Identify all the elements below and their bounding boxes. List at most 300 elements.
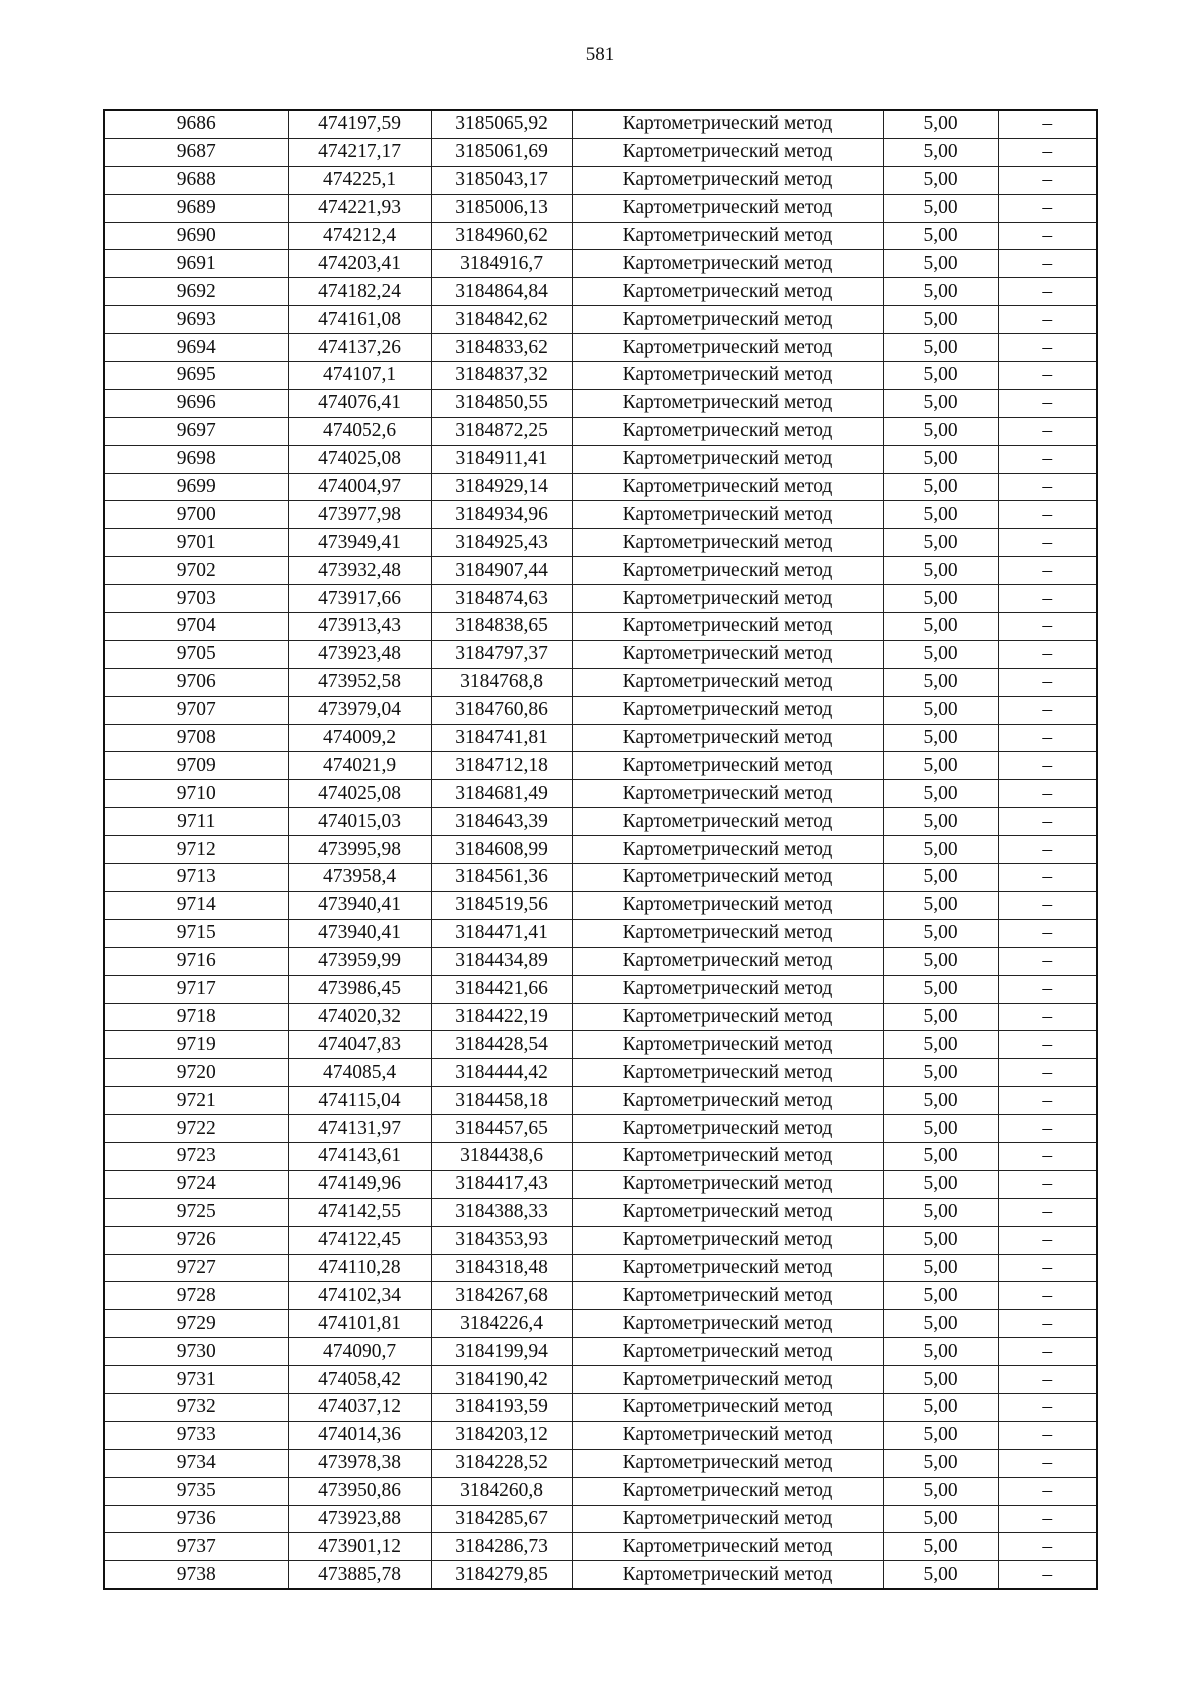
- point-number-cell: 9717: [104, 975, 288, 1003]
- y-coordinate-cell: 3184833,62: [431, 334, 572, 362]
- table-row: [104, 138, 1097, 166]
- note-cell: –: [998, 529, 1097, 557]
- y-coordinate-cell: 3184285,67: [431, 1505, 572, 1533]
- x-coordinate-cell: 473923,88: [288, 1505, 431, 1533]
- x-coordinate-cell: 474137,26: [288, 334, 431, 362]
- x-coordinate-cell: 474110,28: [288, 1254, 431, 1282]
- method-cell: Картометрический метод: [572, 919, 883, 947]
- note-cell: –: [998, 1087, 1097, 1115]
- table-row: [104, 1031, 1097, 1059]
- point-number-cell: 9736: [104, 1505, 288, 1533]
- accuracy-cell: 5,00: [883, 1282, 998, 1310]
- note-cell: –: [998, 1282, 1097, 1310]
- accuracy-cell: 5,00: [883, 836, 998, 864]
- table-row: [104, 1338, 1097, 1366]
- accuracy-cell: 5,00: [883, 1059, 998, 1087]
- point-number-cell: 9691: [104, 250, 288, 278]
- table-row: [104, 110, 1097, 138]
- table-row: [104, 1421, 1097, 1449]
- accuracy-cell: 5,00: [883, 724, 998, 752]
- x-coordinate-cell: 474107,1: [288, 362, 431, 390]
- point-number-cell: 9711: [104, 808, 288, 836]
- method-cell: Картометрический метод: [572, 501, 883, 529]
- note-cell: –: [998, 780, 1097, 808]
- x-coordinate-cell: 473923,48: [288, 640, 431, 668]
- y-coordinate-cell: 3185043,17: [431, 166, 572, 194]
- y-coordinate-cell: 3184907,44: [431, 557, 572, 585]
- y-coordinate-cell: 3184199,94: [431, 1338, 572, 1366]
- point-number-cell: 9692: [104, 278, 288, 306]
- y-coordinate-cell: 3184916,7: [431, 250, 572, 278]
- x-coordinate-cell: 473986,45: [288, 975, 431, 1003]
- point-number-cell: 9693: [104, 306, 288, 334]
- y-coordinate-cell: 3184608,99: [431, 836, 572, 864]
- x-coordinate-cell: 474052,6: [288, 417, 431, 445]
- table-row: [104, 1226, 1097, 1254]
- method-cell: Картометрический метод: [572, 640, 883, 668]
- x-coordinate-cell: 473932,48: [288, 557, 431, 585]
- x-coordinate-cell: 474021,9: [288, 752, 431, 780]
- x-coordinate-cell: 474143,61: [288, 1142, 431, 1170]
- point-number-cell: 9704: [104, 613, 288, 641]
- x-coordinate-cell: 473959,99: [288, 947, 431, 975]
- note-cell: –: [998, 1505, 1097, 1533]
- note-cell: –: [998, 640, 1097, 668]
- method-cell: Картометрический метод: [572, 1366, 883, 1394]
- x-coordinate-cell: 474058,42: [288, 1366, 431, 1394]
- point-number-cell: 9697: [104, 417, 288, 445]
- note-cell: –: [998, 1254, 1097, 1282]
- table-row: [104, 1310, 1097, 1338]
- y-coordinate-cell: 3184318,48: [431, 1254, 572, 1282]
- method-cell: Картометрический метод: [572, 278, 883, 306]
- point-number-cell: 9706: [104, 668, 288, 696]
- method-cell: Картометрический метод: [572, 557, 883, 585]
- point-number-cell: 9732: [104, 1393, 288, 1421]
- x-coordinate-cell: 474015,03: [288, 808, 431, 836]
- method-cell: Картометрический метод: [572, 780, 883, 808]
- y-coordinate-cell: 3184760,86: [431, 696, 572, 724]
- point-number-cell: 9727: [104, 1254, 288, 1282]
- point-number-cell: 9703: [104, 585, 288, 613]
- method-cell: Картометрический метод: [572, 334, 883, 362]
- x-coordinate-cell: 474115,04: [288, 1087, 431, 1115]
- method-cell: Картометрический метод: [572, 752, 883, 780]
- point-number-cell: 9700: [104, 501, 288, 529]
- accuracy-cell: 5,00: [883, 1449, 998, 1477]
- table-row: [104, 529, 1097, 557]
- x-coordinate-cell: 473917,66: [288, 585, 431, 613]
- method-cell: Картометрический метод: [572, 1254, 883, 1282]
- table-row: [104, 1198, 1097, 1226]
- accuracy-cell: 5,00: [883, 1087, 998, 1115]
- x-coordinate-cell: 474047,83: [288, 1031, 431, 1059]
- method-cell: Картометрический метод: [572, 836, 883, 864]
- x-coordinate-cell: 474025,08: [288, 780, 431, 808]
- table-row: [104, 1449, 1097, 1477]
- point-number-cell: 9695: [104, 362, 288, 390]
- point-number-cell: 9730: [104, 1338, 288, 1366]
- point-number-cell: 9720: [104, 1059, 288, 1087]
- accuracy-cell: 5,00: [883, 1254, 998, 1282]
- x-coordinate-cell: 474014,36: [288, 1421, 431, 1449]
- y-coordinate-cell: 3184842,62: [431, 306, 572, 334]
- y-coordinate-cell: 3184388,33: [431, 1198, 572, 1226]
- method-cell: Картометрический метод: [572, 1533, 883, 1561]
- y-coordinate-cell: 3184422,19: [431, 1003, 572, 1031]
- table-row: [104, 1282, 1097, 1310]
- table-row: [104, 891, 1097, 919]
- accuracy-cell: 5,00: [883, 306, 998, 334]
- table-row: [104, 752, 1097, 780]
- x-coordinate-cell: 473913,43: [288, 613, 431, 641]
- x-coordinate-cell: 474009,2: [288, 724, 431, 752]
- method-cell: Картометрический метод: [572, 1003, 883, 1031]
- accuracy-cell: 5,00: [883, 1338, 998, 1366]
- y-coordinate-cell: 3184267,68: [431, 1282, 572, 1310]
- accuracy-cell: 5,00: [883, 389, 998, 417]
- method-cell: Картометрический метод: [572, 864, 883, 892]
- note-cell: –: [998, 306, 1097, 334]
- method-cell: Картометрический метод: [572, 808, 883, 836]
- method-cell: Картометрический метод: [572, 473, 883, 501]
- note-cell: –: [998, 613, 1097, 641]
- method-cell: Картометрический метод: [572, 1477, 883, 1505]
- x-coordinate-cell: 474102,34: [288, 1282, 431, 1310]
- table-row: [104, 836, 1097, 864]
- table-row: [104, 473, 1097, 501]
- table-row: [104, 1366, 1097, 1394]
- y-coordinate-cell: 3184872,25: [431, 417, 572, 445]
- accuracy-cell: 5,00: [883, 1366, 998, 1394]
- method-cell: Картометрический метод: [572, 138, 883, 166]
- accuracy-cell: 5,00: [883, 919, 998, 947]
- y-coordinate-cell: 3184681,49: [431, 780, 572, 808]
- method-cell: Картометрический метод: [572, 1170, 883, 1198]
- y-coordinate-cell: 3184417,43: [431, 1170, 572, 1198]
- table-row: [104, 864, 1097, 892]
- point-number-cell: 9734: [104, 1449, 288, 1477]
- table-row: [104, 1393, 1097, 1421]
- table-row: [104, 501, 1097, 529]
- note-cell: –: [998, 1003, 1097, 1031]
- accuracy-cell: 5,00: [883, 250, 998, 278]
- method-cell: Картометрический метод: [572, 1198, 883, 1226]
- accuracy-cell: 5,00: [883, 696, 998, 724]
- x-coordinate-cell: 474122,45: [288, 1226, 431, 1254]
- y-coordinate-cell: 3184960,62: [431, 222, 572, 250]
- table-row: [104, 780, 1097, 808]
- y-coordinate-cell: 3184228,52: [431, 1449, 572, 1477]
- x-coordinate-cell: 473979,04: [288, 696, 431, 724]
- note-cell: –: [998, 1170, 1097, 1198]
- table-row: [104, 1003, 1097, 1031]
- page-number: 581: [585, 44, 615, 65]
- point-number-cell: 9735: [104, 1477, 288, 1505]
- x-coordinate-cell: 473901,12: [288, 1533, 431, 1561]
- accuracy-cell: 5,00: [883, 138, 998, 166]
- y-coordinate-cell: 3184193,59: [431, 1393, 572, 1421]
- accuracy-cell: 5,00: [883, 1003, 998, 1031]
- x-coordinate-cell: 473958,4: [288, 864, 431, 892]
- table-row: [104, 250, 1097, 278]
- accuracy-cell: 5,00: [883, 1031, 998, 1059]
- method-cell: Картометрический метод: [572, 668, 883, 696]
- note-cell: –: [998, 1059, 1097, 1087]
- method-cell: Картометрический метод: [572, 445, 883, 473]
- method-cell: Картометрический метод: [572, 891, 883, 919]
- table-row: [104, 334, 1097, 362]
- accuracy-cell: 5,00: [883, 864, 998, 892]
- coordinates-table: [103, 109, 1098, 1590]
- note-cell: –: [998, 836, 1097, 864]
- note-cell: –: [998, 417, 1097, 445]
- note-cell: –: [998, 250, 1097, 278]
- accuracy-cell: 5,00: [883, 1505, 998, 1533]
- point-number-cell: 9713: [104, 864, 288, 892]
- note-cell: –: [998, 1477, 1097, 1505]
- x-coordinate-cell: 474161,08: [288, 306, 431, 334]
- method-cell: Картометрический метод: [572, 166, 883, 194]
- accuracy-cell: 5,00: [883, 110, 998, 138]
- table-row: [104, 613, 1097, 641]
- y-coordinate-cell: 3184741,81: [431, 724, 572, 752]
- note-cell: –: [998, 334, 1097, 362]
- table-row: [104, 1477, 1097, 1505]
- accuracy-cell: 5,00: [883, 278, 998, 306]
- note-cell: –: [998, 1198, 1097, 1226]
- note-cell: –: [998, 1393, 1097, 1421]
- accuracy-cell: 5,00: [883, 194, 998, 222]
- y-coordinate-cell: 3185065,92: [431, 110, 572, 138]
- point-number-cell: 9737: [104, 1533, 288, 1561]
- note-cell: –: [998, 166, 1097, 194]
- method-cell: Картометрический метод: [572, 1338, 883, 1366]
- accuracy-cell: 5,00: [883, 947, 998, 975]
- x-coordinate-cell: 474149,96: [288, 1170, 431, 1198]
- table-row: [104, 1059, 1097, 1087]
- note-cell: –: [998, 1366, 1097, 1394]
- point-number-cell: 9694: [104, 334, 288, 362]
- table-row: [104, 1170, 1097, 1198]
- accuracy-cell: 5,00: [883, 752, 998, 780]
- y-coordinate-cell: 3185061,69: [431, 138, 572, 166]
- table-row: [104, 640, 1097, 668]
- x-coordinate-cell: 473885,78: [288, 1561, 431, 1589]
- note-cell: –: [998, 1115, 1097, 1143]
- note-cell: –: [998, 668, 1097, 696]
- accuracy-cell: 5,00: [883, 1226, 998, 1254]
- y-coordinate-cell: 3184421,66: [431, 975, 572, 1003]
- y-coordinate-cell: 3184438,6: [431, 1142, 572, 1170]
- x-coordinate-cell: 474085,4: [288, 1059, 431, 1087]
- point-number-cell: 9714: [104, 891, 288, 919]
- table-row: [104, 975, 1097, 1003]
- x-coordinate-cell: 474217,17: [288, 138, 431, 166]
- point-number-cell: 9724: [104, 1170, 288, 1198]
- y-coordinate-cell: 3184428,54: [431, 1031, 572, 1059]
- x-coordinate-cell: 473950,86: [288, 1477, 431, 1505]
- point-number-cell: 9689: [104, 194, 288, 222]
- x-coordinate-cell: 474197,59: [288, 110, 431, 138]
- table-row: [104, 1142, 1097, 1170]
- y-coordinate-cell: 3184457,65: [431, 1115, 572, 1143]
- table-row: [104, 1115, 1097, 1143]
- table-row: [104, 808, 1097, 836]
- x-coordinate-cell: 474101,81: [288, 1310, 431, 1338]
- y-coordinate-cell: 3184925,43: [431, 529, 572, 557]
- note-cell: –: [998, 975, 1097, 1003]
- method-cell: Картометрический метод: [572, 585, 883, 613]
- coordinates-table-body: [104, 110, 1097, 1589]
- accuracy-cell: 5,00: [883, 473, 998, 501]
- table-row: [104, 1087, 1097, 1115]
- note-cell: –: [998, 278, 1097, 306]
- note-cell: –: [998, 445, 1097, 473]
- y-coordinate-cell: 3184434,89: [431, 947, 572, 975]
- x-coordinate-cell: 474025,08: [288, 445, 431, 473]
- method-cell: Картометрический метод: [572, 417, 883, 445]
- note-cell: –: [998, 557, 1097, 585]
- y-coordinate-cell: 3184444,42: [431, 1059, 572, 1087]
- y-coordinate-cell: 3184471,41: [431, 919, 572, 947]
- x-coordinate-cell: 474182,24: [288, 278, 431, 306]
- note-cell: –: [998, 752, 1097, 780]
- x-coordinate-cell: 474225,1: [288, 166, 431, 194]
- note-cell: –: [998, 362, 1097, 390]
- method-cell: Картометрический метод: [572, 389, 883, 417]
- point-number-cell: 9690: [104, 222, 288, 250]
- accuracy-cell: 5,00: [883, 529, 998, 557]
- table-row: [104, 1505, 1097, 1533]
- table-row: [104, 585, 1097, 613]
- note-cell: –: [998, 138, 1097, 166]
- x-coordinate-cell: 474221,93: [288, 194, 431, 222]
- point-number-cell: 9719: [104, 1031, 288, 1059]
- y-coordinate-cell: 3184226,4: [431, 1310, 572, 1338]
- point-number-cell: 9721: [104, 1087, 288, 1115]
- point-number-cell: 9698: [104, 445, 288, 473]
- method-cell: Картометрический метод: [572, 975, 883, 1003]
- accuracy-cell: 5,00: [883, 222, 998, 250]
- point-number-cell: 9716: [104, 947, 288, 975]
- method-cell: Картометрический метод: [572, 1393, 883, 1421]
- accuracy-cell: 5,00: [883, 1310, 998, 1338]
- method-cell: Картометрический метод: [572, 724, 883, 752]
- accuracy-cell: 5,00: [883, 334, 998, 362]
- accuracy-cell: 5,00: [883, 1421, 998, 1449]
- y-coordinate-cell: 3184911,41: [431, 445, 572, 473]
- method-cell: Картометрический метод: [572, 306, 883, 334]
- accuracy-cell: 5,00: [883, 445, 998, 473]
- note-cell: –: [998, 947, 1097, 975]
- method-cell: Картометрический метод: [572, 1421, 883, 1449]
- point-number-cell: 9729: [104, 1310, 288, 1338]
- accuracy-cell: 5,00: [883, 1198, 998, 1226]
- table-row: [104, 222, 1097, 250]
- point-number-cell: 9726: [104, 1226, 288, 1254]
- table-row: [104, 417, 1097, 445]
- note-cell: –: [998, 1533, 1097, 1561]
- table-row: [104, 557, 1097, 585]
- accuracy-cell: 5,00: [883, 362, 998, 390]
- note-cell: –: [998, 1338, 1097, 1366]
- x-coordinate-cell: 474212,4: [288, 222, 431, 250]
- x-coordinate-cell: 473952,58: [288, 668, 431, 696]
- y-coordinate-cell: 3184286,73: [431, 1533, 572, 1561]
- accuracy-cell: 5,00: [883, 668, 998, 696]
- table-row: [104, 668, 1097, 696]
- note-cell: –: [998, 1226, 1097, 1254]
- point-number-cell: 9702: [104, 557, 288, 585]
- note-cell: –: [998, 864, 1097, 892]
- point-number-cell: 9725: [104, 1198, 288, 1226]
- table-row: [104, 696, 1097, 724]
- note-cell: –: [998, 919, 1097, 947]
- point-number-cell: 9733: [104, 1421, 288, 1449]
- point-number-cell: 9712: [104, 836, 288, 864]
- accuracy-cell: 5,00: [883, 640, 998, 668]
- point-number-cell: 9707: [104, 696, 288, 724]
- table-row: [104, 1254, 1097, 1282]
- y-coordinate-cell: 3184203,12: [431, 1421, 572, 1449]
- note-cell: –: [998, 389, 1097, 417]
- method-cell: Картометрический метод: [572, 222, 883, 250]
- accuracy-cell: 5,00: [883, 1170, 998, 1198]
- accuracy-cell: 5,00: [883, 417, 998, 445]
- accuracy-cell: 5,00: [883, 780, 998, 808]
- point-number-cell: 9696: [104, 389, 288, 417]
- point-number-cell: 9705: [104, 640, 288, 668]
- note-cell: –: [998, 1310, 1097, 1338]
- table-row: [104, 1561, 1097, 1589]
- accuracy-cell: 5,00: [883, 1561, 998, 1589]
- note-cell: –: [998, 1421, 1097, 1449]
- note-cell: –: [998, 891, 1097, 919]
- accuracy-cell: 5,00: [883, 808, 998, 836]
- point-number-cell: 9728: [104, 1282, 288, 1310]
- y-coordinate-cell: 3184190,42: [431, 1366, 572, 1394]
- method-cell: Картометрический метод: [572, 194, 883, 222]
- method-cell: Картометрический метод: [572, 1505, 883, 1533]
- method-cell: Картометрический метод: [572, 1449, 883, 1477]
- table-row: [104, 389, 1097, 417]
- note-cell: –: [998, 724, 1097, 752]
- accuracy-cell: 5,00: [883, 1533, 998, 1561]
- y-coordinate-cell: 3184874,63: [431, 585, 572, 613]
- point-number-cell: 9699: [104, 473, 288, 501]
- table-row: [104, 306, 1097, 334]
- point-number-cell: 9709: [104, 752, 288, 780]
- x-coordinate-cell: 473940,41: [288, 919, 431, 947]
- method-cell: Картометрический метод: [572, 1561, 883, 1589]
- table-row: [104, 194, 1097, 222]
- point-number-cell: 9718: [104, 1003, 288, 1031]
- point-number-cell: 9686: [104, 110, 288, 138]
- x-coordinate-cell: 474131,97: [288, 1115, 431, 1143]
- point-number-cell: 9688: [104, 166, 288, 194]
- method-cell: Картометрический метод: [572, 613, 883, 641]
- point-number-cell: 9708: [104, 724, 288, 752]
- x-coordinate-cell: 474020,32: [288, 1003, 431, 1031]
- x-coordinate-cell: 474203,41: [288, 250, 431, 278]
- y-coordinate-cell: 3184850,55: [431, 389, 572, 417]
- x-coordinate-cell: 474142,55: [288, 1198, 431, 1226]
- method-cell: Картометрический метод: [572, 696, 883, 724]
- y-coordinate-cell: 3184279,85: [431, 1561, 572, 1589]
- note-cell: –: [998, 1142, 1097, 1170]
- method-cell: Картометрический метод: [572, 1031, 883, 1059]
